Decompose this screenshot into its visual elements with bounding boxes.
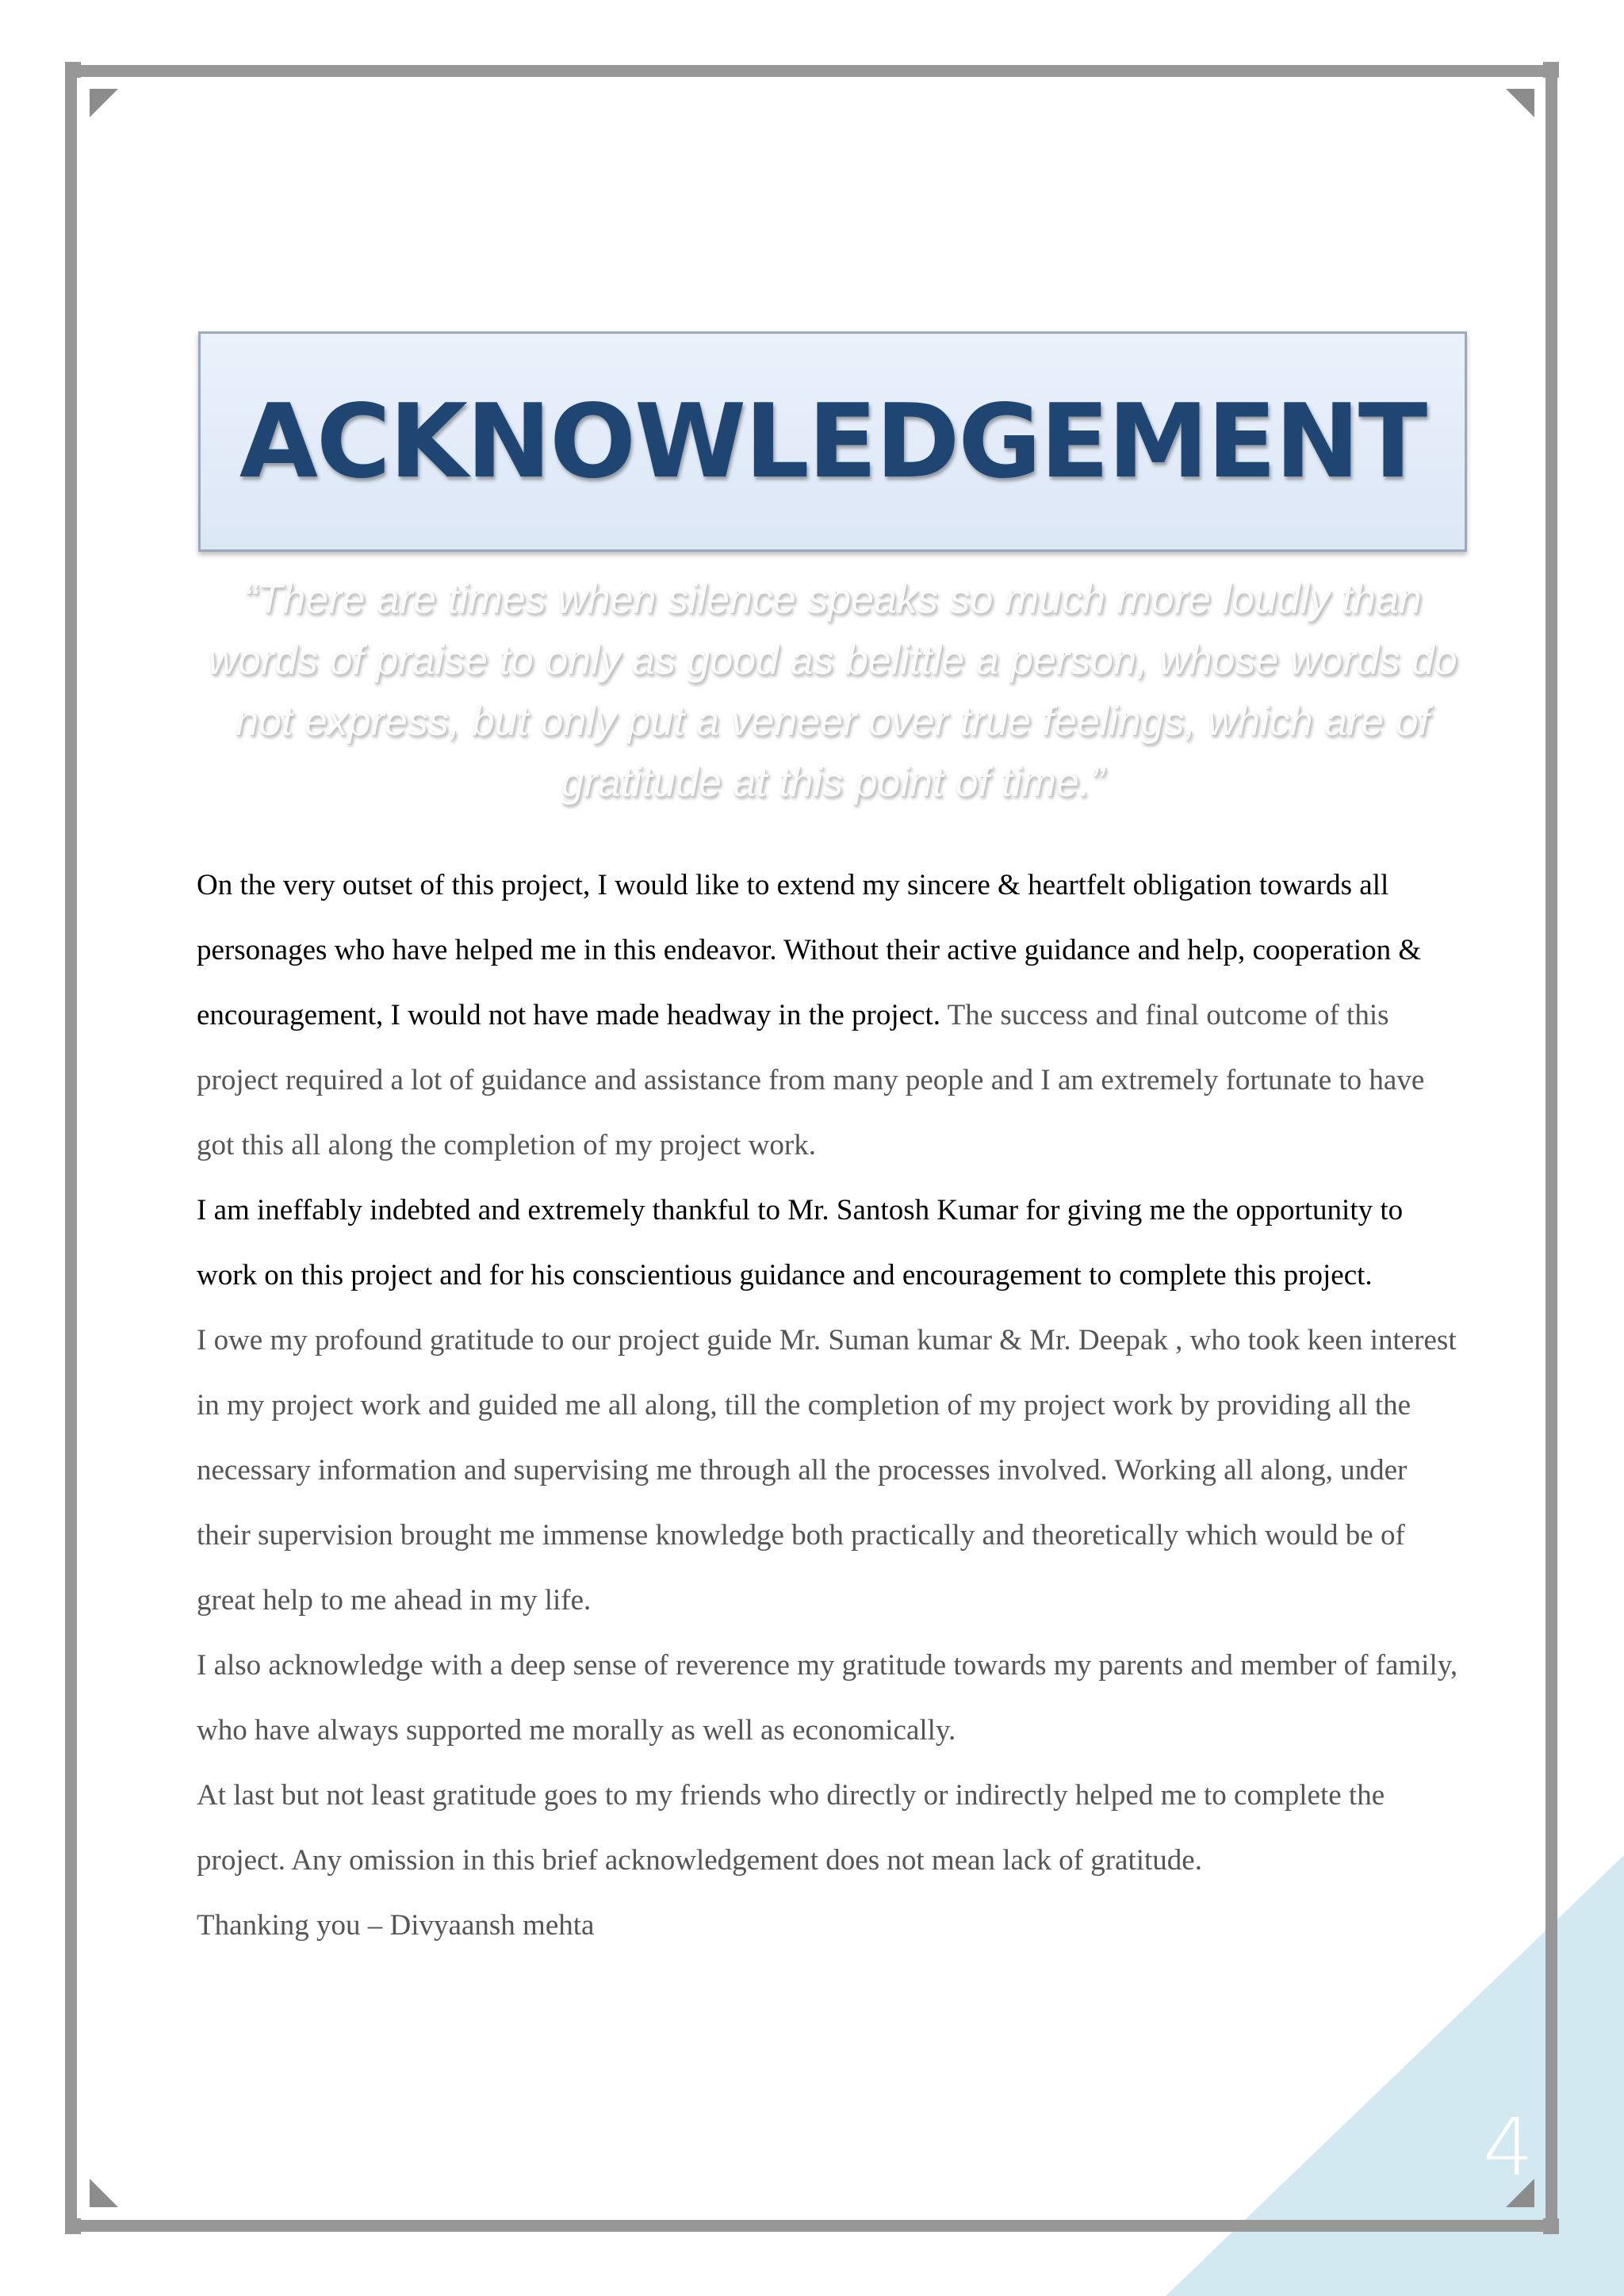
- paragraph-1-light: The success and final outcome of this project required a lot of guidance and assistance from many people and I am extremely fortunate to have got this all along the completion of my project work.: [197, 999, 1425, 1161]
- frame-corner-triangle: [90, 89, 118, 117]
- page-frame-top: [65, 65, 1557, 77]
- page-title: ACKNOWLEDGEMENT: [239, 382, 1427, 501]
- acknowledgement-body: [197, 853, 1465, 1958]
- page-number: 4: [1483, 2101, 1534, 2194]
- paragraph-5: At last but not least gratitude goes to my friends who directly or indirectly helped me to complete the project. Any omission in this brief acknowledgement does not mean lack of gratitude.: [197, 1779, 1385, 1877]
- page-frame-right: [1545, 65, 1557, 2232]
- frame-corner-nub: [65, 62, 81, 78]
- page-frame-bottom: [65, 2220, 1557, 2232]
- frame-corner-triangle: [1506, 89, 1534, 117]
- frame-corner-nub: [1543, 2218, 1559, 2234]
- paragraph-1: [197, 853, 1465, 1178]
- paragraph-2: I am ineffably indebted and extremely thankful to Mr. Santosh Kumar for giving me the opportunity to work on this project and for his conscientious guidance and encouragement to complete this project.: [197, 1194, 1404, 1292]
- paragraph-4: I also acknowledge with a deep sense of reverence my gratitude towards my parents and member of family, who have always supported me morally as well as economically.: [197, 1649, 1458, 1747]
- frame-corner-nub: [65, 2218, 81, 2234]
- frame-corner-triangle: [90, 2179, 118, 2207]
- frame-corner-nub: [1543, 62, 1559, 78]
- epigraph-quote: “There are times when silence speaks so much more loudly than words of praise to only as good as belittle a person, whose words do not express, but only put a veneer over true feelings, which are of gratitude at this point of time.”: [208, 576, 1457, 806]
- signature-line: Thanking you – Divyaansh mehta: [197, 1909, 595, 1942]
- paragraph-3: I owe my profound gratitude to our project guide Mr. Suman kumar & Mr. Deepak , who took keen interest in my project work and guided me all along, till the completion of my project work by providing all the necessary information and supervising me through all the processes involved. Working all along, under their supervision brought me immense knowledge both practically and theoretically which would be of great help to me ahead in my life.: [197, 1324, 1457, 1617]
- paragraph-1-dark: On the very outset of this project, I would like to extend my sincere & heartfelt obligation towards all personages who have helped me in this endeavor. Without their active guidance and help, cooperation & encouragement, I would not have made headway in the project.: [197, 869, 1422, 1031]
- title-banner: [198, 331, 1467, 552]
- page-frame-left: [65, 65, 77, 2232]
